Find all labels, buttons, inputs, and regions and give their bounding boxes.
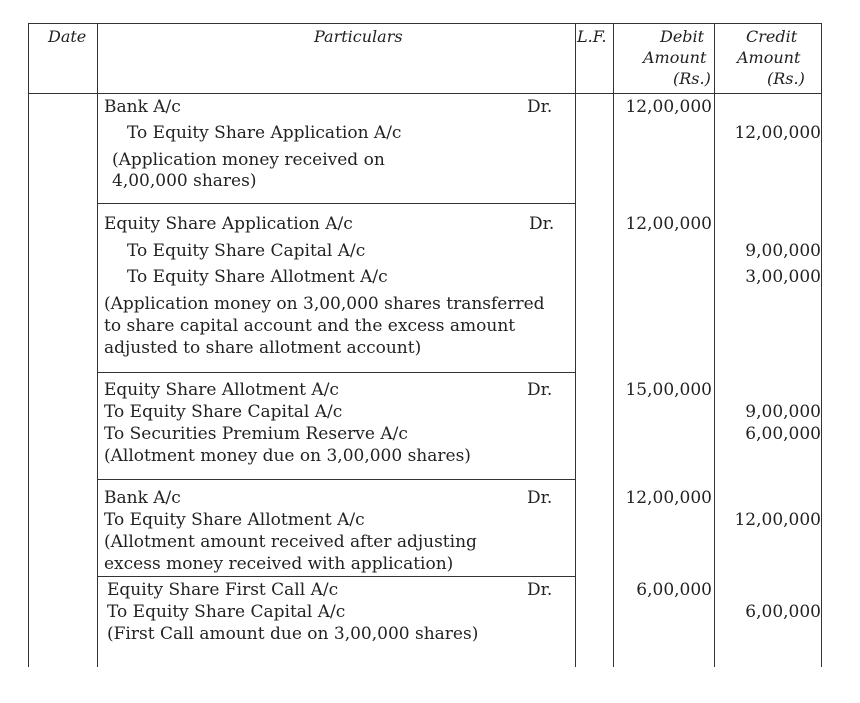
entry-separator bbox=[97, 203, 575, 204]
lf-debit-divider bbox=[613, 23, 614, 667]
debit-amount: 12,00,000 bbox=[625, 214, 712, 234]
credit-amount: 6,00,000 bbox=[745, 602, 821, 622]
narration-line: (First Call amount due on 3,00,000 shares) bbox=[107, 624, 479, 644]
credit-amount: 3,00,000 bbox=[745, 267, 821, 287]
table-left-border bbox=[28, 23, 29, 667]
dr-label: Dr. bbox=[529, 214, 555, 234]
table-right-border bbox=[821, 23, 822, 667]
header-date: Date bbox=[48, 27, 87, 46]
dr-label: Dr. bbox=[527, 488, 553, 508]
header-particulars: Particulars bbox=[314, 27, 403, 46]
credit-account: To Equity Share Allotment A/c bbox=[104, 510, 365, 530]
credit-account: To Equity Share Capital A/c bbox=[104, 402, 343, 422]
credit-amount: 6,00,000 bbox=[745, 424, 821, 444]
credit-amount: 12,00,000 bbox=[734, 123, 821, 143]
narration-line: (Application money on 3,00,000 shares transferred bbox=[104, 294, 545, 314]
credit-account: To Equity Share Allotment A/c bbox=[127, 267, 388, 287]
entry-separator bbox=[97, 576, 575, 577]
header-debit-line3: (Rs.) bbox=[673, 69, 711, 88]
credit-account: To Equity Share Capital A/c bbox=[127, 241, 366, 261]
narration-line: (Application money received on bbox=[112, 150, 385, 170]
credit-amount: 9,00,000 bbox=[745, 241, 821, 261]
debit-amount: 12,00,000 bbox=[625, 97, 712, 117]
header-lf: L.F. bbox=[577, 27, 607, 46]
narration-line: 4,00,000 shares) bbox=[112, 171, 257, 191]
credit-amount: 9,00,000 bbox=[745, 402, 821, 422]
header-debit-line2: Amount bbox=[643, 48, 707, 67]
header-credit-line1: Credit bbox=[746, 27, 798, 46]
dr-label: Dr. bbox=[527, 580, 553, 600]
narration-line: adjusted to share allotment account) bbox=[104, 338, 422, 358]
particulars-lf-divider bbox=[575, 23, 576, 667]
credit-amount: 12,00,000 bbox=[734, 510, 821, 530]
debit-account: Bank A/c bbox=[104, 97, 181, 117]
credit-account: To Securities Premium Reserve A/c bbox=[104, 424, 408, 444]
date-particulars-divider bbox=[97, 23, 98, 667]
debit-amount: 6,00,000 bbox=[636, 580, 712, 600]
entry-separator bbox=[97, 372, 575, 373]
debit-amount: 15,00,000 bbox=[625, 380, 712, 400]
entry-separator bbox=[97, 479, 575, 480]
dr-label: Dr. bbox=[527, 97, 553, 117]
header-debit-line1: Debit bbox=[660, 27, 705, 46]
table-top-rule bbox=[28, 23, 822, 24]
debit-account: Equity Share Allotment A/c bbox=[104, 380, 339, 400]
header-credit-line2: Amount bbox=[737, 48, 801, 67]
debit-account: Equity Share First Call A/c bbox=[107, 580, 339, 600]
narration-line: (Allotment money due on 3,00,000 shares) bbox=[104, 446, 471, 466]
narration-line: to share capital account and the excess amount bbox=[104, 316, 516, 336]
dr-label: Dr. bbox=[527, 380, 553, 400]
debit-amount: 12,00,000 bbox=[625, 488, 712, 508]
narration-line: excess money received with application) bbox=[104, 554, 454, 574]
header-credit-line3: (Rs.) bbox=[767, 69, 805, 88]
narration-line: (Allotment amount received after adjusting bbox=[104, 532, 477, 552]
header-bottom-rule bbox=[28, 93, 822, 94]
credit-account: To Equity Share Capital A/c bbox=[107, 602, 346, 622]
debit-account: Bank A/c bbox=[104, 488, 181, 508]
debit-credit-divider bbox=[714, 23, 715, 667]
credit-account: To Equity Share Application A/c bbox=[127, 123, 402, 143]
debit-account: Equity Share Application A/c bbox=[104, 214, 353, 234]
